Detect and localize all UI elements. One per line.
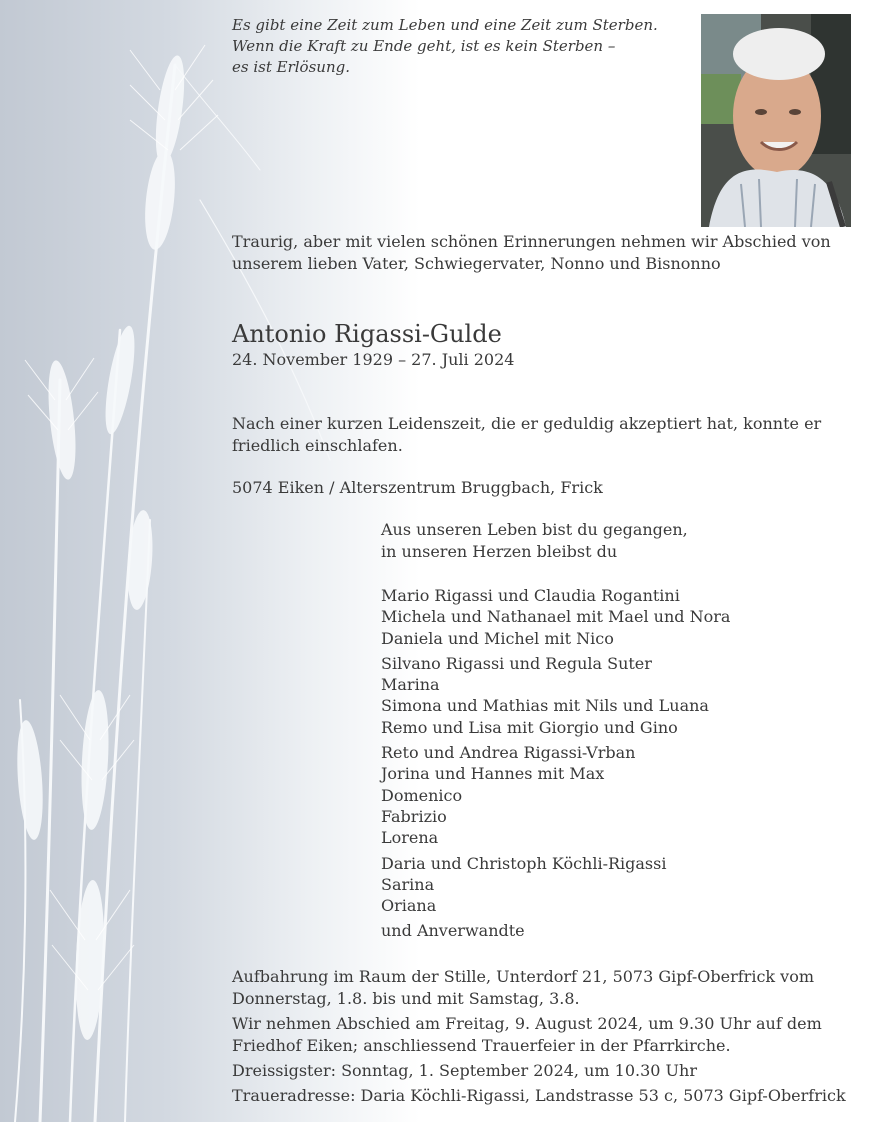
notice-line: Wir nehmen Abschied am Freitag, 9. August 2024, um 9.30 Uhr auf dem [232,1014,822,1033]
notice-line: Dreissigster: Sonntag, 1. September 2024, um 10.30 Uhr [232,1061,697,1080]
passing-line: friedlich einschlafen. [232,436,403,455]
verse-line: Aus unseren Leben bist du gegangen, [381,520,688,539]
notice-line: Aufbahrung im Raum der Stille, Unterdorf 21, 5073 Gipf-Oberfrick vom [232,967,815,986]
residence-place: 5074 Eiken / Alterszentrum Bruggbach, Frick [232,478,603,497]
mourners-list [381,585,730,942]
mourner-line: Remo und Lisa mit Giorgio und Gino [381,717,678,737]
mourner-line: Fabrizio [381,806,447,826]
mourner-line: Oriana [381,896,437,916]
mourner-line: Domenico [381,785,463,805]
mourner-line: Mario Rigassi und Claudia Rogantini [381,586,680,605]
notice-farewell [232,1013,872,1057]
verse-line: in unseren Herzen bleibst du [381,542,618,561]
notice-line: Donnerstag, 1.8. bis und mit Samstag, 3.8. [232,989,580,1008]
portrait-photo [701,14,851,227]
mourner-line: Jorina und Hannes mit Max [381,764,605,784]
mourner-line: Michela und Nathanael mit Mael und Nora [381,607,731,627]
passing-line: Nach einer kurzen Leidenszeit, die er geduldig akzeptiert hat, konnte er [232,414,822,433]
mourner-line: Simona und Mathias mit Nils und Luana [381,696,709,716]
intro-line: Traurig, aber mit vielen schönen Erinnerungen nehmen wir Abschied von [232,232,831,251]
mourner-line: Marina [381,675,440,695]
mourner-family [381,853,730,917]
intro-line: unserem lieben Vater, Schwiegervater, Nonno und Bisnonno [232,254,721,273]
mourner-line: Daniela und Michel mit Nico [381,628,614,648]
mourner-line: Lorena [381,828,439,848]
mourner-family [381,585,730,649]
mourner-family [381,653,730,738]
motto-quote [232,15,682,78]
motto-line: Es gibt eine Zeit zum Leben und eine Zeit zum Sterben. [232,16,658,34]
mourner-line: Daria und Christoph Köchli-Rigassi [381,853,667,873]
notice-viewing [232,966,872,1010]
mourner-family [381,742,730,848]
motto-line: Wenn die Kraft zu Ende geht, ist es kein Sterben – [232,37,616,55]
notice-memorial-mass [232,1060,872,1082]
mourner-line: Silvano Rigassi und Regula Suter [381,653,652,673]
motto-line: es ist Erlösung. [232,58,350,76]
funeral-notices [232,966,872,1110]
deceased-name: Antonio Rigassi-Gulde [232,320,502,348]
mourner-line: Sarina [381,874,435,894]
relatives-line: und Anverwandte [381,921,525,941]
notice-line: Friedhof Eiken; anschliessend Trauerfeier in der Pfarrkirche. [232,1036,731,1055]
mourner-line: Reto und Andrea Rigassi-Vrban [381,743,636,763]
passing-text [232,413,872,457]
notice-mourning-address [232,1085,872,1107]
life-dates: 24. November 1929 – 27. Juli 2024 [232,350,515,369]
intro-text [232,231,872,275]
memorial-verse [381,519,688,563]
notice-line: Traueradresse: Daria Köchli-Rigassi, Landstrasse 53 c, 5073 Gipf-Oberfrick [232,1086,846,1105]
